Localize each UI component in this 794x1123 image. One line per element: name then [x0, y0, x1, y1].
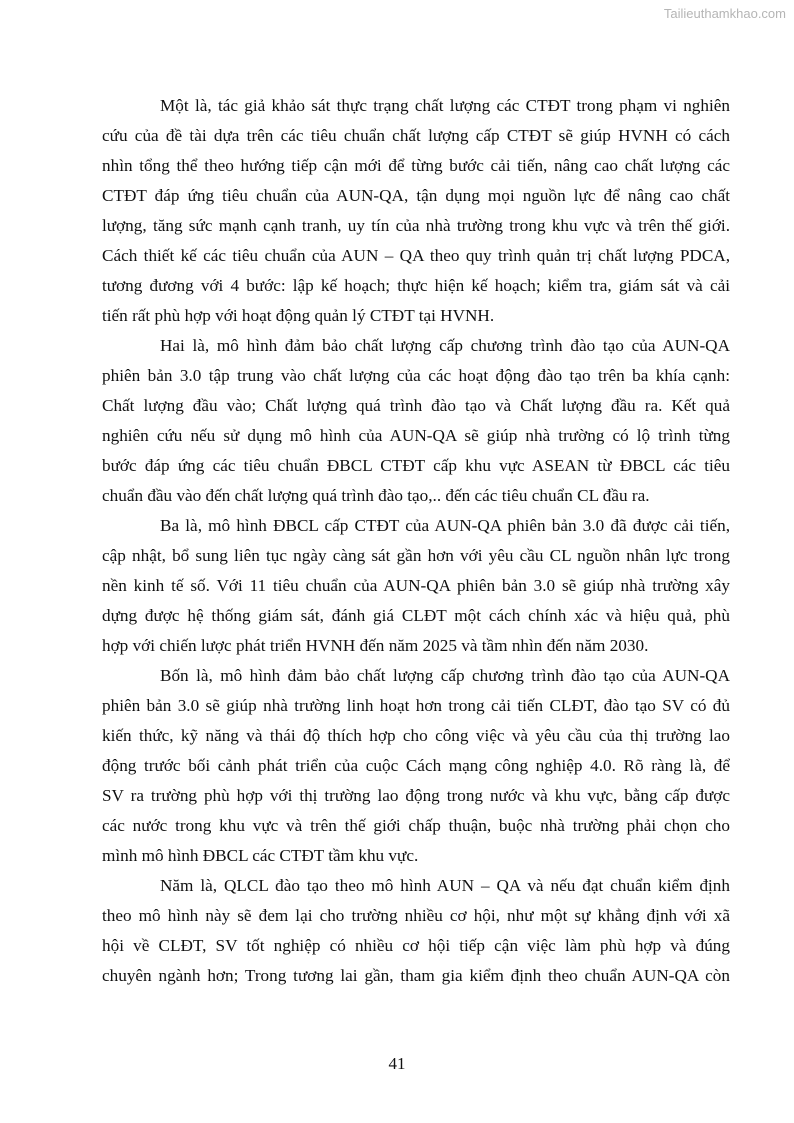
text-line: tiến rất phù hợp với hoạt động quản lý CTĐT tại HVNH. — [102, 306, 495, 325]
text-line: Năm là, QLCL đào tạo theo mô hình AUN – QA và nếu đạt chuẩn kiểm định — [160, 876, 730, 895]
text-line: theo mô hình này sẽ đem lại cho trường nhiều cơ hội, như một sự khẳng định với xã — [102, 906, 730, 925]
text-line: SV ra trường phù hợp với thị trường lao động trong nước và khu vực, bằng cấp được — [102, 786, 730, 805]
text-line: động trước bối cảnh phát triển của cuộc Cách mạng công nghiệp 4.0. Rõ ràng là, để — [102, 756, 730, 775]
text-line: bước đáp ứng các tiêu chuẩn ĐBCL CTĐT cấp khu vực ASEAN từ ĐBCL các tiêu — [102, 456, 730, 475]
text-line: dựng được hệ thống giám sát, đánh giá CLĐT một cách chính xác và hiệu quả, phù — [102, 606, 730, 625]
paragraph — [102, 91, 730, 331]
text-line: hợp với chiến lược phát triển HVNH đến năm 2025 và tầm nhìn đến năm 2030. — [102, 636, 649, 655]
page-number: 41 — [388, 1054, 406, 1073]
text-line: phiên bản 3.0 sẽ giúp nhà trường linh hoạt hơn trong cải tiến CLĐT, đào tạo SV có đủ — [102, 696, 730, 715]
text-line: Cách thiết kế các tiêu chuẩn của AUN – QA theo quy trình quản trị chất lượng PDCA, — [102, 246, 730, 265]
text-line: chuyên ngành hơn; Trong tương lai gần, tham gia kiểm định theo chuẩn AUN-QA còn — [102, 966, 730, 985]
text-line: tương đương với 4 bước: lập kế hoạch; thực hiện kế hoạch; kiểm tra, giám sát và cải — [102, 276, 730, 295]
text-line: Hai là, mô hình đảm bảo chất lượng cấp chương trình đào tạo của AUN-QA — [160, 336, 730, 355]
text-line: cập nhật, bổ sung liên tục ngày càng sát gần hơn với yêu cầu CL nguồn nhân lực trong — [102, 546, 730, 565]
text-line: kiến thức, kỹ năng và thái độ thích hợp cho công việc và yêu cầu của thị trường lao — [102, 726, 730, 745]
text-line: nghiên cứu nếu sử dụng mô hình của AUN-QA sẽ giúp nhà trường có lộ trình từng — [102, 426, 730, 445]
paragraph — [102, 661, 730, 871]
text-line: Chất lượng đầu vào; Chất lượng quá trình đào tạo và Chất lượng đầu ra. Kết quả — [102, 396, 730, 415]
text-line: chuẩn đầu vào đến chất lượng quá trình đào tạo,.. đến các tiêu chuẩn CL đầu ra. — [102, 486, 650, 505]
text-line: nhìn tổng thể theo hướng tiếp cận mới để từng bước cải tiến, nâng cao chất lượng các — [102, 156, 730, 175]
text-line: cứu của đề tài dựa trên các tiêu chuẩn chất lượng cấp CTĐT sẽ giúp HVNH có cách — [102, 126, 730, 145]
text-line: mình mô hình ĐBCL các CTĐT tầm khu vực. — [102, 846, 419, 865]
paragraph — [102, 511, 730, 661]
text-line: hội về CLĐT, SV tốt nghiệp có nhiều cơ hội tiếp cận việc làm phù hợp và đúng — [102, 936, 730, 955]
paragraph — [102, 871, 730, 991]
text-line: lượng, tăng sức mạnh cạnh tranh, uy tín của nhà trường trong khu vực và trên thế giới. — [102, 216, 730, 235]
paragraph — [102, 331, 730, 511]
text-line: Bốn là, mô hình đảm bảo chất lượng cấp chương trình đào tạo của AUN-QA — [160, 666, 730, 685]
text-line: các nước trong khu vực và trên thế giới chấp thuận, buộc nhà trường phải chọn cho — [102, 816, 730, 835]
watermark: Tailieuthamkhao.com — [663, 6, 786, 21]
text-line: CTĐT đáp ứng tiêu chuẩn của AUN-QA, tận dụng mọi nguồn lực để nâng cao chất — [102, 186, 730, 205]
text-line: phiên bản 3.0 tập trung vào chất lượng của các hoạt động đào tạo trên ba khía cạnh: — [102, 366, 730, 385]
document-body — [102, 91, 730, 991]
text-line: Ba là, mô hình ĐBCL cấp CTĐT của AUN-QA phiên bản 3.0 đã được cải tiến, — [160, 516, 730, 535]
text-line: nền kinh tế số. Với 11 tiêu chuẩn của AUN-QA phiên bản 3.0 sẽ giúp nhà trường xây — [102, 576, 730, 595]
text-line: Một là, tác giả khảo sát thực trạng chất lượng các CTĐT trong phạm vi nghiên — [160, 96, 730, 115]
